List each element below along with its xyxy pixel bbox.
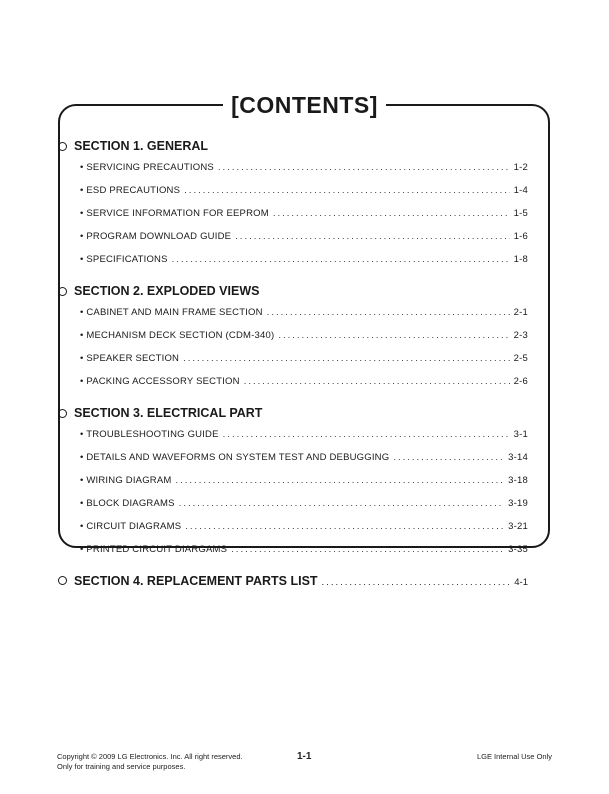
- entry-page: 1-4: [513, 185, 528, 196]
- toc-entry[interactable]: [58, 492, 528, 515]
- entry-label: • PACKING ACCESSORY SECTION: [80, 376, 240, 387]
- circle-bullet-icon: [58, 287, 67, 296]
- toc-entry[interactable]: [58, 225, 528, 248]
- section-heading: [58, 136, 528, 156]
- toc-entry[interactable]: [58, 515, 528, 538]
- contents-list: [58, 136, 528, 601]
- section-1: [58, 136, 528, 271]
- section-heading[interactable]: [58, 571, 528, 591]
- section-title: SECTION 3. ELECTRICAL PART: [74, 406, 263, 420]
- entry-label: • PROGRAM DOWNLOAD GUIDE: [80, 231, 232, 242]
- toc-entry[interactable]: [58, 370, 528, 393]
- entry-label: • MECHANISM DECK SECTION (CDM-340): [80, 330, 275, 341]
- footer-copyright: [57, 752, 243, 772]
- circle-bullet-icon: [58, 142, 67, 151]
- entry-label: • BLOCK DIAGRAMS: [80, 498, 175, 509]
- leader-dots: [267, 301, 510, 324]
- leader-dots: [179, 492, 504, 515]
- section-title: SECTION 1. GENERAL: [74, 139, 209, 153]
- entry-label: • TROUBLESHOOTING GUIDE: [80, 429, 219, 440]
- entry-page: 3-18: [508, 475, 528, 486]
- leader-dots: [393, 446, 504, 469]
- leader-dots: [278, 324, 509, 347]
- toc-entry[interactable]: [58, 202, 528, 225]
- usage-line: Only for training and service purposes.: [57, 762, 186, 771]
- entry-page: 1-2: [513, 162, 528, 173]
- toc-entry[interactable]: [58, 156, 528, 179]
- copyright-line: Copyright © 2009 LG Electronics. Inc. All right reserved.: [57, 752, 243, 761]
- entry-page: 3-19: [508, 498, 528, 509]
- entry-label: • SERVICING PRECAUTIONS: [80, 162, 214, 173]
- entry-label: • CIRCUIT DIAGRAMS: [80, 521, 182, 532]
- entry-label: • CABINET AND MAIN FRAME SECTION: [80, 307, 263, 318]
- entry-page: 1-5: [513, 208, 528, 219]
- section-4: [58, 571, 528, 591]
- entry-label: • WIRING DIAGRAM: [80, 475, 172, 486]
- toc-entry[interactable]: [58, 179, 528, 202]
- leader-dots: [176, 469, 505, 492]
- entry-page: 3-35: [508, 544, 528, 555]
- toc-entry[interactable]: [58, 324, 528, 347]
- entry-label: • DETAILS AND WAVEFORMS ON SYSTEM TEST AND DEBUGGING: [80, 452, 390, 463]
- leader-dots: [244, 370, 510, 393]
- section-title: SECTION 4. REPLACEMENT PARTS LIST: [74, 574, 318, 588]
- toc-entry[interactable]: [58, 446, 528, 469]
- page-number: 1-1: [297, 751, 312, 762]
- entry-page: 2-5: [513, 353, 528, 364]
- toc-entry[interactable]: [58, 347, 528, 370]
- entry-label: • ESD PRECAUTIONS: [80, 185, 181, 196]
- section-2: [58, 281, 528, 393]
- entry-page: 2-3: [513, 330, 528, 341]
- section-heading: [58, 281, 528, 301]
- entry-page: 2-6: [513, 376, 528, 387]
- entry-page: 3-21: [508, 521, 528, 532]
- leader-dots: [231, 538, 504, 561]
- toc-entry[interactable]: [58, 469, 528, 492]
- entry-page: 3-1: [513, 429, 528, 440]
- toc-entry[interactable]: [58, 248, 528, 271]
- leader-dots: [223, 423, 510, 446]
- entry-page: 2-1: [513, 307, 528, 318]
- page-title: [CONTENTS]: [223, 90, 386, 120]
- leader-dots: [235, 225, 509, 248]
- title-wrap: [0, 90, 609, 120]
- leader-dots: [273, 202, 510, 225]
- leader-dots: [183, 347, 510, 370]
- leader-dots: [172, 248, 510, 271]
- entry-label: • PRINTED CIRCUIT DIARGAMS: [80, 544, 228, 555]
- leader-dots: [184, 179, 509, 202]
- entry-page: 1-6: [513, 231, 528, 242]
- internal-use-label: LGE Internal Use Only: [476, 752, 552, 761]
- leader-dots: [218, 156, 510, 179]
- entry-page: 4-1: [514, 577, 528, 588]
- toc-entry[interactable]: [58, 538, 528, 561]
- section-3: [58, 403, 528, 561]
- leader-dots: [322, 573, 511, 593]
- circle-bullet-icon: [58, 576, 67, 585]
- leader-dots: [185, 515, 504, 538]
- entry-label: • SPEAKER SECTION: [80, 353, 180, 364]
- toc-entry[interactable]: [58, 301, 528, 324]
- entry-page: 1-8: [513, 254, 528, 265]
- section-title: SECTION 2. EXPLODED VIEWS: [74, 284, 260, 298]
- entry-label: • SPECIFICATIONS: [80, 254, 168, 265]
- entry-label: • SERVICE INFORMATION FOR EEPROM: [80, 208, 269, 219]
- toc-entry[interactable]: [58, 423, 528, 446]
- entry-page: 3-14: [508, 452, 528, 463]
- circle-bullet-icon: [58, 409, 67, 418]
- section-heading: [58, 403, 528, 423]
